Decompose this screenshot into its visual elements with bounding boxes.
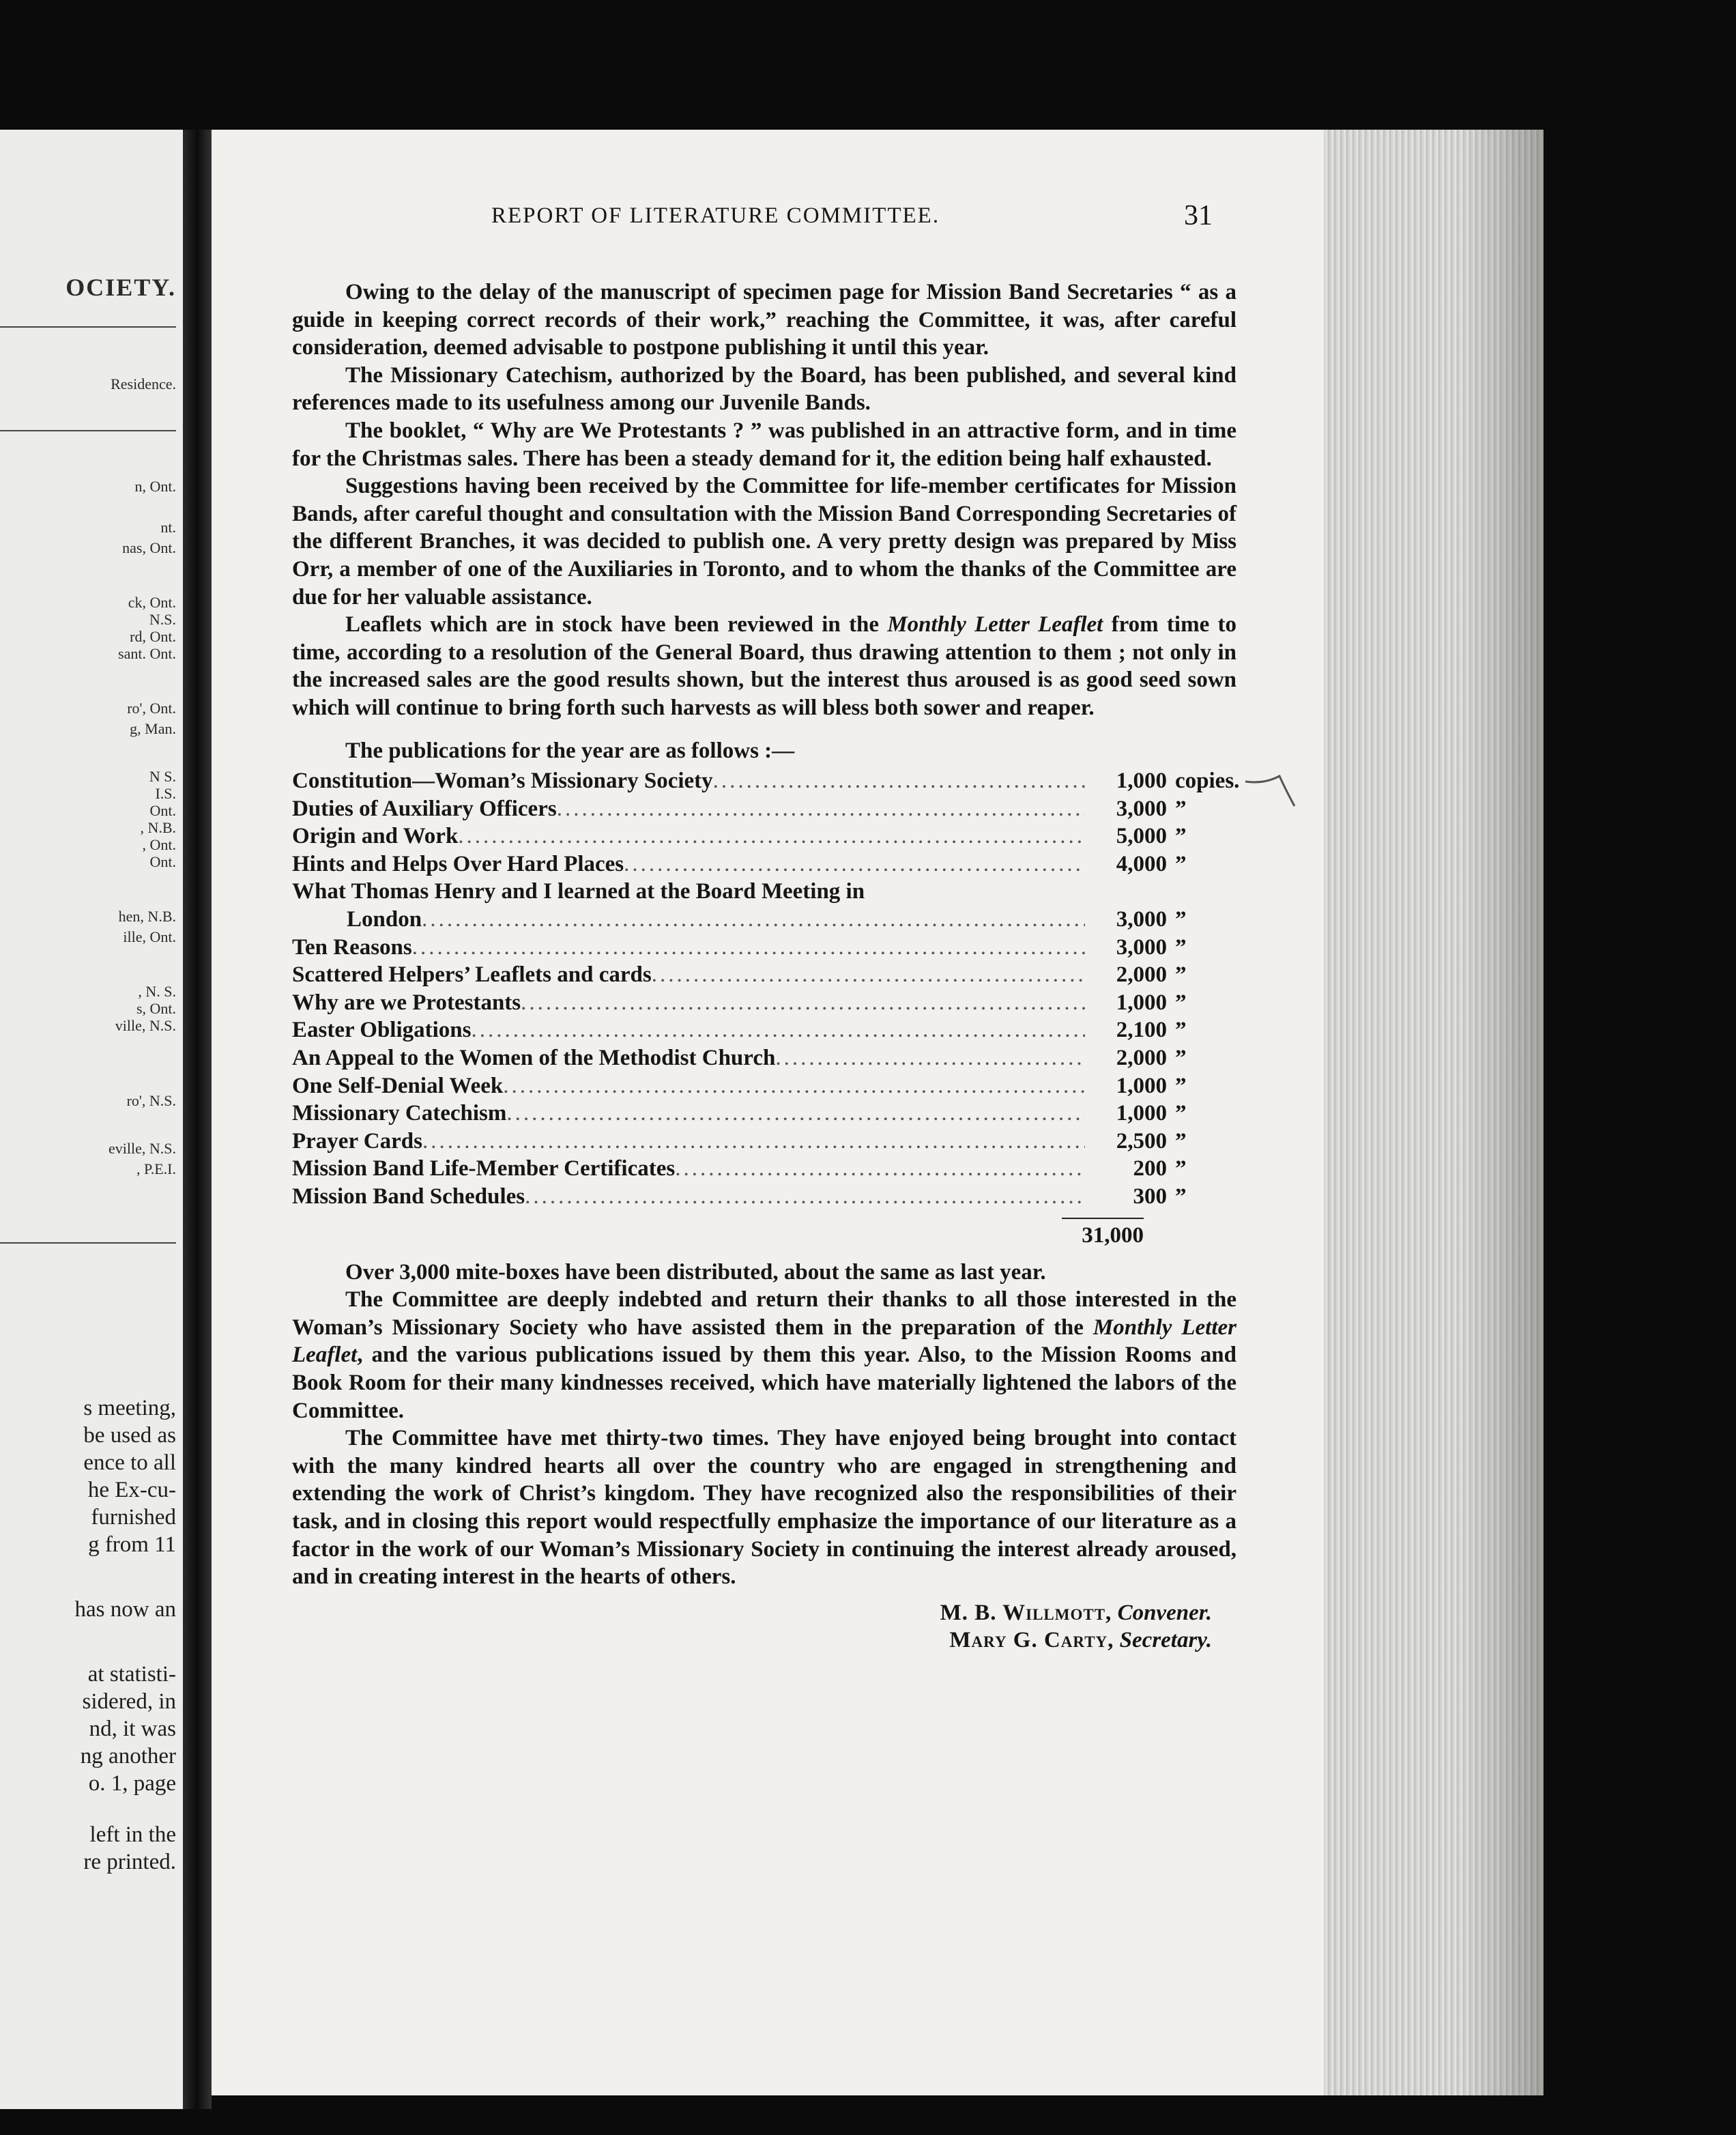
publication-quantity: 3,000	[1116, 907, 1167, 932]
publication-row	[292, 1155, 1236, 1183]
residence-entry: rd, Ont.	[130, 628, 176, 645]
publication-quantity: 1,000	[1116, 769, 1167, 794]
divider	[0, 430, 176, 431]
publications-total: 31,000	[1082, 1222, 1144, 1248]
page-number: 31	[1184, 200, 1213, 231]
paragraph: The Missionary Catechism, authorized by the Board, has been published, and several kind references made to its usefulness among our Juvenile Bands.	[292, 362, 1236, 416]
previous-page-fragment	[0, 130, 183, 2109]
publication-quantity: 1,000	[1116, 1101, 1167, 1126]
body-text-line: g from 11	[88, 1532, 176, 1557]
publication-unit: ”	[1175, 796, 1187, 821]
publication-unit: ”	[1175, 962, 1187, 988]
publication-quantity: 200	[1133, 1156, 1167, 1181]
dot-leader	[652, 961, 1085, 989]
publication-quantity: 3,000	[1116, 934, 1167, 960]
paragraph-closing: The Committee have met thirty-two times. They have enjoyed being brought into contact with the many kindred hearts all over the country who are engaged in strengthening and extending the work of Christ’s kingdom. They have recognized also the responsibilities of their task, and in closing this report would respectfully emphasize the importance of our literature as a factor in the work of our Woman’s Missionary Society in continuing the interest already aroused, and in creating interest in the hearts of others.	[292, 1426, 1236, 1590]
publication-title: Missionary Catechism	[292, 1101, 507, 1126]
publication-unit: ”	[1175, 907, 1187, 932]
dot-leader	[472, 1016, 1085, 1044]
publication-quantity: 2,100	[1116, 1018, 1167, 1043]
divider	[0, 326, 176, 328]
society-heading-fragment: OCIETY.	[66, 274, 176, 301]
residence-entry: I.S.	[155, 785, 176, 802]
paragraph-mite-boxes: Over 3,000 mite-boxes have been distributed, about the same as last year.	[345, 1259, 1046, 1285]
paragraph: The booklet, “ Why are We Protestants ? ” was published in an attractive form, and in time for the Christmas sales. There has been a steady demand for it, the edition being half exhausted.	[292, 418, 1236, 471]
report-body	[292, 278, 1240, 1654]
running-title: REPORT OF LITERATURE COMMITTEE.	[491, 203, 940, 228]
residence-entry: eville, N.S.	[108, 1140, 176, 1157]
publication-title: One Self-Denial Week	[292, 1073, 504, 1098]
body-text-line: ng another	[80, 1744, 176, 1768]
publication-row	[292, 878, 1236, 906]
dot-leader	[713, 767, 1085, 795]
residence-column-header: Residence.	[111, 375, 176, 392]
publication-quantity: 3,000	[1116, 796, 1167, 821]
dot-leader	[503, 1072, 1085, 1100]
book-gutter	[183, 130, 212, 2109]
paragraph-leaflets	[292, 611, 1236, 721]
residence-entry: ro', Ont.	[127, 700, 176, 717]
publication-unit: ”	[1175, 824, 1187, 849]
body-text-line: s meeting,	[83, 1396, 176, 1420]
residence-entry: , Ont.	[142, 836, 176, 853]
dot-leader	[624, 850, 1085, 878]
publication-unit: ”	[1175, 1184, 1187, 1209]
dot-leader	[521, 989, 1085, 1017]
publication-row	[292, 1128, 1236, 1156]
signatory-role: Secretary.	[1119, 1628, 1212, 1653]
publication-quantity: 300	[1133, 1184, 1167, 1209]
publication-title: Easter Obligations	[292, 1018, 472, 1043]
publication-unit: ”	[1175, 1156, 1187, 1181]
signatory-role: Convener.	[1117, 1600, 1212, 1625]
publications-total-row	[292, 1222, 1236, 1252]
dot-leader	[458, 822, 1085, 850]
publication-unit: ”	[1175, 1018, 1187, 1043]
residence-entry: Ont.	[149, 802, 176, 819]
dot-leader	[422, 1128, 1085, 1156]
dot-leader	[675, 1155, 1085, 1183]
residence-entry: hen, N.B.	[118, 908, 176, 925]
body-text-line: o. 1, page	[88, 1771, 176, 1796]
paragraph: Owing to the delay of the manuscript of specimen page for Mission Band Secretaries “ as a guide in keeping correct records of their work,” reaching the Committee, it was, after careful consideration, deemed advisable to postpone publishing it until this year.	[292, 280, 1236, 360]
publication-title: What Thomas Henry and I learned at the Board Meeting in	[292, 879, 865, 904]
residence-entry: Ont.	[149, 853, 176, 870]
publication-unit: ”	[1175, 851, 1187, 876]
publication-unit: ”	[1175, 1128, 1187, 1154]
residence-entry: , P.E.I.	[136, 1160, 176, 1177]
publication-unit: copies.	[1175, 769, 1240, 794]
publication-row	[292, 1100, 1236, 1128]
signature-convener	[292, 1599, 1236, 1627]
text-run: from time to time, according to a resolution of the General Board, thus drawing attention to them ; not only in the increased sales are the good results shown, but the interest thus aroused is as good seed sown which will continue to bring forth such harvests as will bless both sower and reaper.	[292, 612, 1236, 720]
body-text-line: sidered, in	[82, 1689, 176, 1714]
signatory-name: Mary G. Carty,	[949, 1628, 1114, 1653]
residence-entry: nt.	[160, 519, 176, 536]
publication-title: London	[347, 907, 422, 932]
dot-leader	[525, 1183, 1085, 1211]
residence-entry: ck, Ont.	[128, 594, 176, 611]
publication-row	[292, 822, 1236, 850]
publication-quantity: 2,000	[1116, 1046, 1167, 1071]
publication-title: An Appeal to the Women of the Methodist Church	[292, 1046, 776, 1071]
body-text-line: left in the	[89, 1822, 176, 1847]
publication-title-italic: Monthly Letter Leaflet	[887, 612, 1103, 637]
pencil-mark	[1244, 768, 1297, 809]
publication-quantity: 4,000	[1116, 851, 1167, 876]
divider	[0, 1242, 176, 1244]
publication-row	[292, 906, 1236, 934]
publication-title-italic: Monthly Letter Leaflet	[292, 1315, 1237, 1368]
dot-leader	[412, 934, 1085, 962]
publication-row	[292, 934, 1236, 962]
residence-entry: ro', N.S.	[126, 1092, 176, 1109]
publication-quantity: 5,000	[1116, 824, 1167, 849]
residence-entry: ille, Ont.	[123, 928, 176, 945]
publication-unit: ”	[1175, 1101, 1187, 1126]
residence-entry: N.S.	[149, 611, 176, 628]
publication-title: Prayer Cards	[292, 1128, 422, 1154]
publications-intro: The publications for the year are as follows :—	[345, 738, 795, 763]
residence-entry: , N. S.	[138, 983, 176, 1000]
publication-unit: ”	[1175, 934, 1187, 960]
body-text-line: he Ex-cu-	[87, 1478, 176, 1502]
body-text-line: re printed.	[83, 1850, 176, 1874]
publication-row	[292, 1016, 1236, 1044]
body-text-line: ence to all	[83, 1450, 176, 1475]
closing-section	[292, 1259, 1236, 1591]
publication-row	[292, 1072, 1236, 1100]
report-page	[212, 130, 1324, 2095]
publication-title: Ten Reasons	[292, 934, 412, 960]
dot-leader	[775, 1044, 1085, 1072]
text-run: Leaflets which are in stock have been reviewed in the	[345, 612, 888, 637]
publication-title: Mission Band Life-Member Certificates	[292, 1156, 676, 1181]
signatures	[292, 1599, 1236, 1654]
residence-entry: ville, N.S.	[115, 1017, 176, 1034]
dot-leader	[557, 795, 1085, 823]
publication-unit: ”	[1175, 1046, 1187, 1071]
publication-quantity: 1,000	[1116, 1073, 1167, 1098]
residence-entry: n, Ont.	[134, 478, 176, 495]
body-text-line: has now an	[74, 1597, 176, 1622]
publication-title: Scattered Helpers’ Leaflets and cards	[292, 962, 652, 988]
signature-secretary	[292, 1627, 1236, 1654]
body-text-line: be used as	[83, 1423, 176, 1448]
body-text-line: nd, it was	[89, 1717, 176, 1741]
residence-entry: sant. Ont.	[118, 645, 176, 662]
residence-entry: , N.B.	[140, 819, 176, 836]
residence-entry: nas, Ont.	[122, 539, 176, 556]
publication-row	[292, 850, 1236, 878]
publication-title: Hints and Helps Over Hard Places	[292, 851, 624, 876]
publication-row	[292, 767, 1240, 795]
book-fore-edge	[1318, 130, 1544, 2095]
dot-leader	[422, 906, 1085, 934]
signatory-name: M. B. Willmott,	[940, 1600, 1112, 1625]
publication-row	[292, 1044, 1236, 1072]
publication-title: Duties of Auxiliary Officers	[292, 796, 557, 821]
publications-list	[292, 767, 1240, 1211]
total-rule	[1062, 1218, 1144, 1219]
publication-title: Why are we Protestants	[292, 990, 521, 1015]
publication-title: Mission Band Schedules	[292, 1184, 525, 1209]
publication-quantity: 1,000	[1116, 990, 1167, 1015]
residence-entry: g, Man.	[130, 720, 176, 737]
text-run: The Committee are deeply indebted and return their thanks to all those interested in the Woman’s Missionary Society who have assisted them in the preparation of the	[292, 1287, 1236, 1340]
publication-quantity: 2,000	[1116, 962, 1167, 988]
page-header	[212, 200, 1324, 238]
residence-entry: N S.	[149, 768, 176, 785]
text-run: , and the various publications issued by them this year. Also, to the Mission Rooms and Book Room for their many kindnesses received, which have materially lightened the labors of the Committee.	[292, 1343, 1236, 1423]
publication-row	[292, 1183, 1236, 1211]
body-text-line: furnished	[91, 1505, 176, 1530]
publication-title: Origin and Work	[292, 824, 459, 849]
publication-row	[292, 961, 1236, 989]
publication-unit: ”	[1175, 990, 1187, 1015]
publication-row	[292, 989, 1236, 1017]
publication-quantity: 2,500	[1116, 1128, 1167, 1154]
publication-row	[292, 795, 1236, 823]
publication-unit: ”	[1175, 1073, 1187, 1098]
body-text-line: at statisti-	[87, 1662, 176, 1687]
dot-leader	[506, 1100, 1085, 1128]
paragraph-thanks	[292, 1286, 1236, 1424]
publication-title: Constitution—Woman’s Missionary Society	[292, 769, 713, 794]
residence-entry: s, Ont.	[136, 1000, 176, 1017]
paragraph: Suggestions having been received by the Committee for life-member certificates for Mission Bands, after careful thought and consultation with the Mission Band Corresponding Secretaries of the different Branches, it was decided to publish one. A very pretty design was prepared by Miss Orr, a member of one of the Auxiliaries in Toronto, and to whom the thanks of the Committee are due for her valuable assistance.	[292, 474, 1236, 610]
